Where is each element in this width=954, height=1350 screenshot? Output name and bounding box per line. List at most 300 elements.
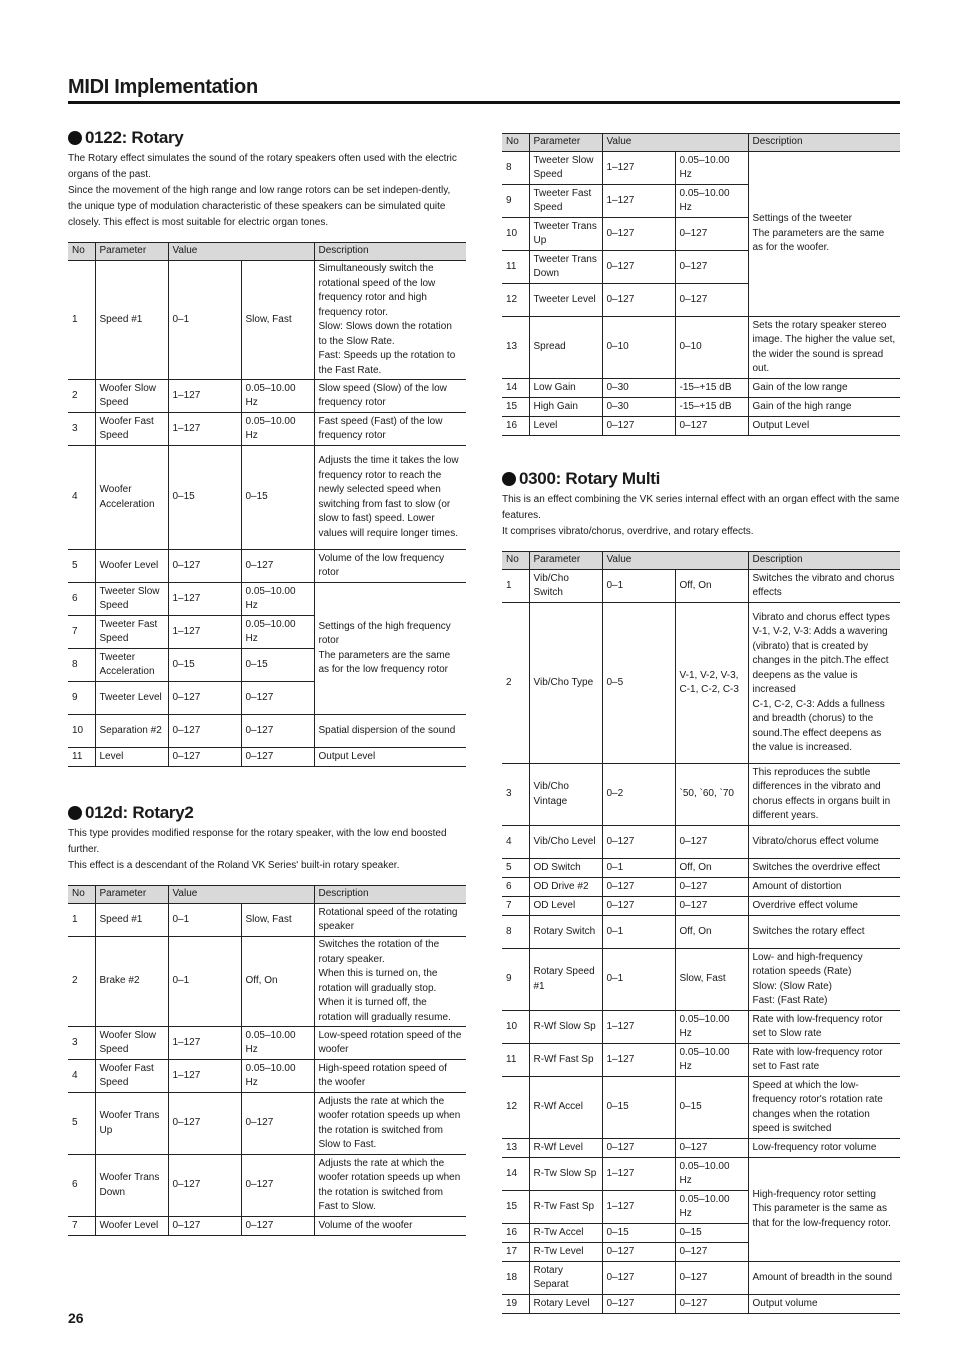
cell-parameter: Rotary Speed #1 (529, 949, 602, 1011)
table-row (502, 1139, 900, 1158)
cell-no: 13 (502, 317, 529, 379)
column-header: No (68, 886, 95, 904)
header-rule (68, 101, 900, 104)
cell-no: 1 (68, 261, 95, 380)
cell-value-range: 0–1 (602, 570, 675, 603)
cell-value-range: 0–5 (602, 603, 675, 764)
cell-no: 15 (502, 1191, 529, 1224)
cell-value-range: 1–127 (602, 152, 675, 185)
cell-parameter: R-Wf Fast Sp (529, 1044, 602, 1077)
table-row (502, 152, 900, 185)
section-rotary2-continued (502, 133, 900, 436)
cell-value-display: 0–127 (241, 1093, 314, 1155)
cell-no: 8 (68, 649, 95, 682)
cell-parameter: Woofer Slow Speed (95, 380, 168, 413)
parameter-table (68, 242, 466, 767)
column-header: Value (602, 552, 748, 570)
cell-description: Low- and high-frequency rotation speeds (Rate) Slow: (Slow Rate) Fast: (Fast Rate) (748, 949, 900, 1011)
column-header: No (68, 243, 95, 261)
column-header: Parameter (529, 552, 602, 570)
table-row (68, 380, 466, 413)
cell-value-display: Off, On (241, 937, 314, 1027)
cell-description: High-frequency rotor setting This parameter is the same as that for the low-frequency rotor. (748, 1158, 900, 1262)
cell-value-display: 0.05–10.00 Hz (241, 583, 314, 616)
cell-parameter: Tweeter Acceleration (95, 649, 168, 682)
cell-parameter: Vib/Cho Switch (529, 570, 602, 603)
cell-description: Adjusts the rate at which the woofer rotation speeds up when the rotation is switched from Fast to Slow. (314, 1155, 466, 1217)
cell-no: 5 (68, 550, 95, 583)
column-header: Description (314, 886, 466, 904)
cell-description: Output Level (314, 748, 466, 767)
cell-value-display: 0–15 (241, 649, 314, 682)
cell-value-range: 1–127 (168, 1060, 241, 1093)
table-row (502, 859, 900, 878)
cell-value-display: 0–127 (675, 284, 748, 317)
cell-description: Overdrive effect volume (748, 897, 900, 916)
cell-no: 5 (502, 859, 529, 878)
cell-parameter: Tweeter Fast Speed (95, 616, 168, 649)
cell-no: 11 (68, 748, 95, 767)
cell-parameter: Level (529, 417, 602, 436)
column-header: Description (748, 552, 900, 570)
cell-value-display: 0–127 (241, 715, 314, 748)
cell-description: Rotational speed of the rotating speaker (314, 904, 466, 937)
cell-value-display: 0.05–10.00 Hz (675, 1011, 748, 1044)
cell-no: 7 (68, 616, 95, 649)
cell-value-range: 0–127 (602, 417, 675, 436)
section-title (68, 128, 466, 148)
cell-value-display: 0–15 (675, 1224, 748, 1243)
cell-parameter: OD Drive #2 (529, 878, 602, 897)
cell-no: 8 (502, 152, 529, 185)
section-rotary2 (68, 803, 466, 1236)
cell-value-display: 0–127 (241, 682, 314, 715)
section-description (502, 492, 900, 540)
cell-description: Simultaneously switch the rotational speed of the low frequency rotor and high frequency rotor. Slow: Slows down the rotation to the Slow Rate. Fast: Speeds up the rotation to the Fast Rate. (314, 261, 466, 380)
column-header: Parameter (95, 243, 168, 261)
cell-value-range: 1–127 (602, 185, 675, 218)
cell-description: High-speed rotation speed of the woofer (314, 1060, 466, 1093)
table-row (502, 1011, 900, 1044)
cell-no: 2 (68, 937, 95, 1027)
cell-description: Amount of breadth in the sound (748, 1262, 900, 1295)
description-paragraph: Since the movement of the high range and low range rotors can be set indepen-dently, the unique type of modulation characteristic of these speakers can be simulated quite closely. This effect is most suitable for electric organ tones. (68, 185, 451, 228)
cell-description: Sets the rotary speaker stereo image. The higher the value set, the wider the sound is spread out. (748, 317, 900, 379)
cell-parameter: R-Tw Fast Sp (529, 1191, 602, 1224)
section-title-text: 0300: Rotary Multi (519, 469, 661, 488)
cell-value-range: 0–127 (168, 1155, 241, 1217)
cell-description: Volume of the low frequency rotor (314, 550, 466, 583)
cell-parameter: Tweeter Fast Speed (529, 185, 602, 218)
table-row (502, 570, 900, 603)
table-row (502, 878, 900, 897)
cell-parameter: Woofer Acceleration (95, 446, 168, 550)
cell-description: Fast speed (Fast) of the low frequency rotor (314, 413, 466, 446)
table-row (502, 897, 900, 916)
cell-value-range: 0–127 (602, 284, 675, 317)
cell-no: 7 (502, 897, 529, 916)
cell-value-range: 0–127 (602, 1139, 675, 1158)
cell-no: 10 (502, 1011, 529, 1044)
cell-value-display: 0–127 (241, 550, 314, 583)
cell-description: Gain of the high range (748, 398, 900, 417)
cell-parameter: R-Wf Level (529, 1139, 602, 1158)
cell-value-range: 0–127 (602, 251, 675, 284)
cell-no: 8 (502, 916, 529, 949)
cell-value-display: 0–127 (675, 1295, 748, 1314)
cell-value-range: 0–15 (168, 649, 241, 682)
cell-value-display: Off, On (675, 859, 748, 878)
table-row (502, 603, 900, 764)
cell-value-range: 0–127 (168, 715, 241, 748)
table-row (502, 1158, 900, 1191)
cell-no: 1 (68, 904, 95, 937)
cell-value-display: -15–+15 dB (675, 379, 748, 398)
cell-value-display: 0–127 (241, 748, 314, 767)
cell-value-range: 1–127 (168, 380, 241, 413)
cell-value-display: 0.05–10.00 Hz (241, 380, 314, 413)
cell-no: 9 (502, 185, 529, 218)
section-rotary-multi (502, 469, 900, 1314)
table-row (68, 446, 466, 550)
table-row (68, 1155, 466, 1217)
cell-no: 6 (68, 1155, 95, 1217)
cell-description: This reproduces the subtle differences in the vibrato and chorus effects in organs built in different years. (748, 764, 900, 826)
cell-value-range: 0–15 (602, 1224, 675, 1243)
cell-description: Adjusts the time it takes the low frequency rotor to reach the newly selected speed when switching from fast to slow (or slow to fast) speed. Lower values will require longer times. (314, 446, 466, 550)
cell-no: 10 (68, 715, 95, 748)
table-row (68, 904, 466, 937)
cell-parameter: Rotary Level (529, 1295, 602, 1314)
cell-description: Low-speed rotation speed of the woofer (314, 1027, 466, 1060)
cell-value-range: 0–15 (168, 446, 241, 550)
cell-value-range: 0–127 (602, 1295, 675, 1314)
cell-value-range: 0–1 (168, 261, 241, 380)
cell-parameter: Low Gain (529, 379, 602, 398)
cell-description: Output volume (748, 1295, 900, 1314)
section-title (68, 803, 466, 823)
cell-no: 15 (502, 398, 529, 417)
cell-description: Gain of the low range (748, 379, 900, 398)
cell-no: 6 (502, 878, 529, 897)
cell-parameter: Speed #1 (95, 904, 168, 937)
column-header: Value (602, 134, 748, 152)
cell-value-range: 0–127 (168, 682, 241, 715)
cell-value-range: 1–127 (602, 1011, 675, 1044)
cell-description: Switches the vibrato and chorus effects (748, 570, 900, 603)
table-row (502, 417, 900, 436)
cell-no: 11 (502, 1044, 529, 1077)
cell-value-range: 0–15 (602, 1077, 675, 1139)
cell-parameter: R-Tw Slow Sp (529, 1158, 602, 1191)
column-header: Description (748, 134, 900, 152)
cell-no: 13 (502, 1139, 529, 1158)
table-header-row (502, 134, 900, 152)
table-row (502, 1044, 900, 1077)
cell-no: 2 (68, 380, 95, 413)
description-paragraph: The Rotary effect simulates the sound of the rotary speakers often used with the electric organs of the past. (68, 153, 457, 180)
cell-value-display: -15–+15 dB (675, 398, 748, 417)
table-row (502, 826, 900, 859)
cell-parameter: Tweeter Level (95, 682, 168, 715)
cell-no: 3 (502, 764, 529, 826)
cell-parameter: Woofer Fast Speed (95, 1060, 168, 1093)
table-header-row (502, 552, 900, 570)
section-rotary (68, 128, 466, 767)
cell-value-display: 0–127 (675, 218, 748, 251)
column-header: Parameter (529, 134, 602, 152)
table-row (68, 1093, 466, 1155)
cell-parameter: Woofer Level (95, 1217, 168, 1236)
cell-no: 7 (68, 1217, 95, 1236)
cell-parameter: Tweeter Trans Down (529, 251, 602, 284)
table-row (68, 748, 466, 767)
cell-value-display: 0–127 (241, 1217, 314, 1236)
cell-parameter: Level (95, 748, 168, 767)
cell-description: Low-frequency rotor volume (748, 1139, 900, 1158)
cell-parameter: OD Level (529, 897, 602, 916)
cell-parameter: Speed #1 (95, 261, 168, 380)
cell-no: 3 (68, 1027, 95, 1060)
cell-value-display: 0–127 (675, 826, 748, 859)
cell-no: 11 (502, 251, 529, 284)
cell-value-range: 1–127 (168, 583, 241, 616)
cell-value-display: 0–127 (675, 1262, 748, 1295)
cell-parameter: R-Wf Accel (529, 1077, 602, 1139)
cell-description: Settings of the high frequency rotor The parameters are the same as for the low frequency rotor (314, 583, 466, 715)
cell-value-display: 0.05–10.00 Hz (675, 1191, 748, 1224)
cell-parameter: Woofer Trans Down (95, 1155, 168, 1217)
cell-no: 3 (68, 413, 95, 446)
cell-description: Switches the overdrive effect (748, 859, 900, 878)
cell-description: Amount of distortion (748, 878, 900, 897)
cell-value-display: 0.05–10.00 Hz (675, 152, 748, 185)
cell-value-display: 0.05–10.00 Hz (241, 1027, 314, 1060)
cell-value-range: 0–1 (602, 949, 675, 1011)
description-paragraph: This effect is a descendant of the Roland VK Series' built-in rotary speaker. (68, 860, 400, 871)
cell-no: 14 (502, 379, 529, 398)
cell-description: Rate with low-frequency rotor set to Fast rate (748, 1044, 900, 1077)
cell-value-display: 0.05–10.00 Hz (241, 1060, 314, 1093)
cell-value-range: 0–1 (602, 859, 675, 878)
cell-parameter: R-Tw Accel (529, 1224, 602, 1243)
cell-value-display: 0.05–10.00 Hz (241, 413, 314, 446)
cell-value-range: 0–127 (602, 826, 675, 859)
cell-no: 2 (502, 603, 529, 764)
cell-parameter: Spread (529, 317, 602, 379)
cell-no: 6 (68, 583, 95, 616)
cell-no: 19 (502, 1295, 529, 1314)
cell-parameter: Vib/Cho Level (529, 826, 602, 859)
cell-description: Rate with low-frequency rotor set to Slow rate (748, 1011, 900, 1044)
table-row (502, 1262, 900, 1295)
bullet-icon (68, 806, 82, 820)
cell-parameter: Rotary Switch (529, 916, 602, 949)
table-row (502, 916, 900, 949)
cell-no: 18 (502, 1262, 529, 1295)
page-number: 26 (68, 1310, 84, 1326)
column-header: Value (168, 886, 314, 904)
table-row (68, 715, 466, 748)
cell-description: Adjusts the rate at which the woofer rotation speeds up when the rotation is switched from Slow to Fast. (314, 1093, 466, 1155)
column-header: No (502, 134, 529, 152)
cell-description: Spatial dispersion of the sound (314, 715, 466, 748)
table-row (502, 764, 900, 826)
cell-no: 9 (68, 682, 95, 715)
cell-description: Output Level (748, 417, 900, 436)
cell-description: Vibrato/chorus effect volume (748, 826, 900, 859)
table-row (68, 1217, 466, 1236)
cell-value-display: 0–15 (241, 446, 314, 550)
cell-value-range: 0–127 (168, 1093, 241, 1155)
section-title-text: 0122: Rotary (85, 128, 184, 147)
cell-description: Speed at which the low-frequency rotor's rotation rate changes when the rotation speed is switched (748, 1077, 900, 1139)
parameter-table (68, 885, 466, 1236)
cell-parameter: Tweeter Level (529, 284, 602, 317)
cell-value-display: 0–127 (675, 417, 748, 436)
section-title (502, 469, 900, 489)
cell-value-range: 0–30 (602, 398, 675, 417)
parameter-table (502, 551, 900, 1314)
cell-value-range: 1–127 (168, 616, 241, 649)
cell-value-display: 0.05–10.00 Hz (241, 616, 314, 649)
cell-parameter: Tweeter Slow Speed (95, 583, 168, 616)
cell-value-display: 0.05–10.00 Hz (675, 1044, 748, 1077)
cell-parameter: R-Wf Slow Sp (529, 1011, 602, 1044)
table-row (502, 1295, 900, 1314)
cell-value-display: Off, On (675, 916, 748, 949)
cell-description: Switches the rotation of the rotary speaker. When this is turned on, the rotation will gradually stop. When it is turned off, the rotation will gradually resume. (314, 937, 466, 1027)
cell-value-range: 1–127 (602, 1158, 675, 1191)
table-header-row (68, 243, 466, 261)
table-row (68, 1027, 466, 1060)
section-title-text: 012d: Rotary2 (85, 803, 194, 822)
cell-value-display: Off, On (675, 570, 748, 603)
cell-parameter: Separation #2 (95, 715, 168, 748)
cell-value-display: 0–127 (675, 1243, 748, 1262)
cell-value-range: 0–127 (168, 748, 241, 767)
cell-value-range: 0–127 (602, 897, 675, 916)
table-row (68, 937, 466, 1027)
cell-parameter: Rotary Separat (529, 1262, 602, 1295)
cell-no: 5 (68, 1093, 95, 1155)
description-paragraph: This type provides modified response for the rotary speaker, with the low end boosted further. (68, 828, 447, 855)
cell-value-range: 0–10 (602, 317, 675, 379)
cell-parameter: Brake #2 (95, 937, 168, 1027)
description-paragraph: It comprises vibrato/chorus, overdrive, and rotary effects. (502, 526, 754, 537)
table-row (502, 398, 900, 417)
bullet-icon (68, 131, 82, 145)
cell-parameter: R-Tw Level (529, 1243, 602, 1262)
cell-no: 12 (502, 1077, 529, 1139)
cell-value-display: 0–127 (675, 251, 748, 284)
cell-parameter: OD Switch (529, 859, 602, 878)
cell-no: 4 (502, 826, 529, 859)
cell-value-display: 0.05–10.00 Hz (675, 1158, 748, 1191)
parameter-table (502, 133, 900, 436)
cell-value-display: `50, `60, `70 (675, 764, 748, 826)
cell-description: Volume of the woofer (314, 1217, 466, 1236)
cell-value-range: 0–1 (168, 937, 241, 1027)
cell-parameter: Tweeter Slow Speed (529, 152, 602, 185)
cell-value-range: 0–127 (602, 1243, 675, 1262)
cell-description: Switches the rotary effect (748, 916, 900, 949)
table-header-row (68, 886, 466, 904)
column-header: Value (168, 243, 314, 261)
cell-value-display: 0–10 (675, 317, 748, 379)
cell-value-range: 0–2 (602, 764, 675, 826)
cell-value-display: Slow, Fast (675, 949, 748, 1011)
cell-no: 16 (502, 1224, 529, 1243)
cell-no: 1 (502, 570, 529, 603)
cell-parameter: Tweeter Trans Up (529, 218, 602, 251)
cell-no: 4 (68, 446, 95, 550)
cell-no: 10 (502, 218, 529, 251)
cell-no: 4 (68, 1060, 95, 1093)
cell-value-range: 0–127 (168, 1217, 241, 1236)
cell-parameter: Woofer Slow Speed (95, 1027, 168, 1060)
cell-parameter: Woofer Fast Speed (95, 413, 168, 446)
cell-value-display: 0–15 (675, 1077, 748, 1139)
cell-value-range: 0–30 (602, 379, 675, 398)
cell-value-display: 0.05–10.00 Hz (675, 185, 748, 218)
cell-no: 16 (502, 417, 529, 436)
cell-value-display: 0–127 (675, 1139, 748, 1158)
cell-parameter: High Gain (529, 398, 602, 417)
cell-value-display: Slow, Fast (241, 261, 314, 380)
cell-parameter: Vib/Cho Vintage (529, 764, 602, 826)
table-row (68, 550, 466, 583)
table-row (502, 949, 900, 1011)
cell-description: Settings of the tweeter The parameters are the same as for the woofer. (748, 152, 900, 317)
cell-parameter: Woofer Trans Up (95, 1093, 168, 1155)
cell-value-display: V-1, V-2, V-3, C-1, C-2, C-3 (675, 603, 748, 764)
cell-no: 12 (502, 284, 529, 317)
cell-value-display: 0–127 (241, 1155, 314, 1217)
cell-value-range: 1–127 (168, 413, 241, 446)
cell-parameter: Woofer Level (95, 550, 168, 583)
cell-value-display: Slow, Fast (241, 904, 314, 937)
cell-description: Slow speed (Slow) of the low frequency rotor (314, 380, 466, 413)
cell-parameter: Vib/Cho Type (529, 603, 602, 764)
cell-value-display: 0–127 (675, 878, 748, 897)
cell-value-range: 0–127 (602, 218, 675, 251)
page-header-title: MIDI Implementation (68, 76, 258, 98)
cell-value-range: 1–127 (602, 1044, 675, 1077)
column-header: Description (314, 243, 466, 261)
section-description (68, 151, 466, 231)
column-header: No (502, 552, 529, 570)
table-row (68, 261, 466, 380)
cell-value-range: 0–127 (168, 550, 241, 583)
table-row (68, 413, 466, 446)
cell-value-display: 0–127 (675, 897, 748, 916)
cell-description: Vibrato and chorus effect types V-1, V-2, V-3: Adds a wavering (vibrato) that is created by changes in the pitch.The effect deepens as the value is increased C-1, C-2, C-3: Adds a fullness and breadth (chorus) to the sound.The effect deepens as the value is increased. (748, 603, 900, 764)
cell-value-range: 0–1 (168, 904, 241, 937)
table-row (502, 1077, 900, 1139)
cell-value-range: 1–127 (168, 1027, 241, 1060)
description-paragraph: This is an effect combining the VK series internal effect with an organ effect with the same features. (502, 494, 900, 521)
table-row (68, 1060, 466, 1093)
cell-value-range: 0–1 (602, 916, 675, 949)
table-row (502, 317, 900, 379)
cell-no: 17 (502, 1243, 529, 1262)
column-header: Parameter (95, 886, 168, 904)
table-row (502, 379, 900, 398)
cell-value-range: 0–127 (602, 1262, 675, 1295)
cell-no: 14 (502, 1158, 529, 1191)
cell-value-range: 0–127 (602, 878, 675, 897)
